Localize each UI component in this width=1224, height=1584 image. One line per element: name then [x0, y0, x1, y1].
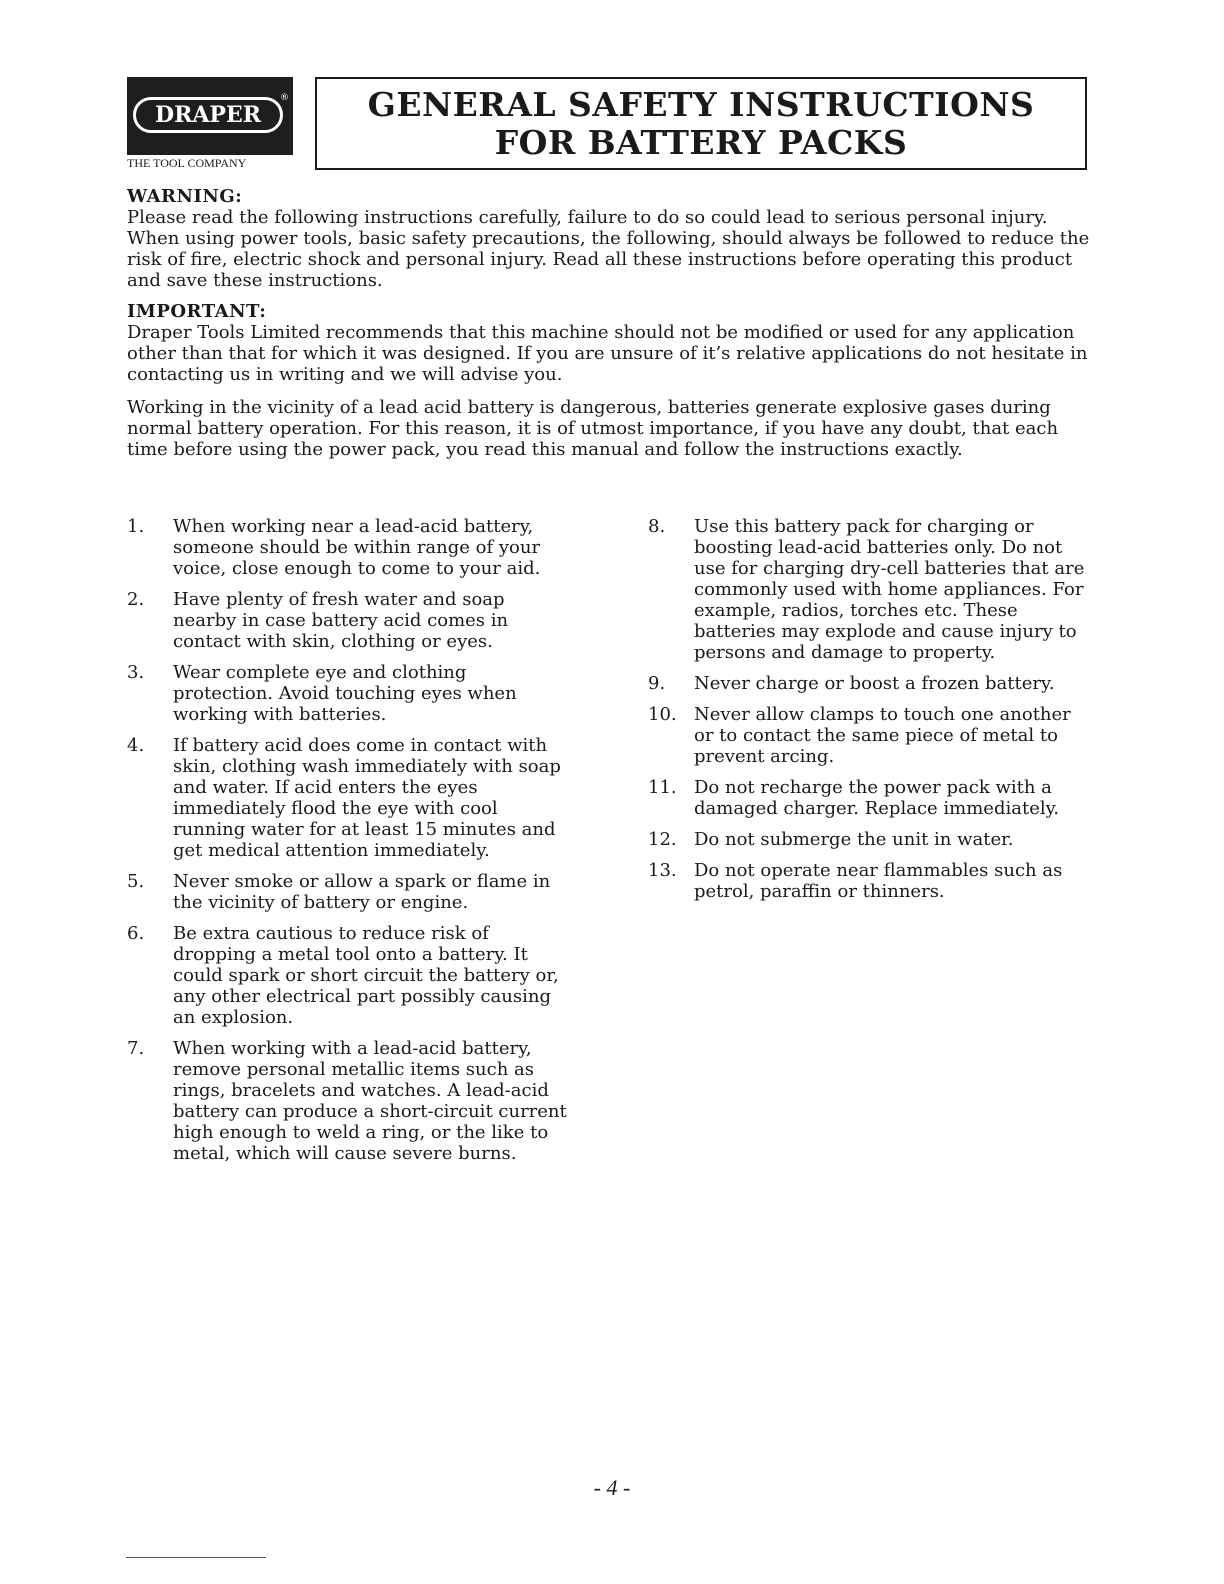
list-item-number: 1. [127, 516, 145, 537]
important-text: Draper Tools Limited recommends that this machine should not be modified or used for any application other than that for which it was designed. If you are unsure of it’s relative applications do not hesitate in contacting us in writing and we will advise you. [127, 322, 1088, 385]
page-title [315, 77, 1087, 170]
list-item [648, 704, 1093, 767]
list-item-number: 4. [127, 735, 145, 756]
list-item-number: 6. [127, 923, 145, 944]
list-item-number: 2. [127, 589, 145, 610]
list-item [127, 589, 572, 652]
safety-list-left [127, 516, 572, 1174]
list-item-text: If battery acid does come in contact with skin, clothing wash immediately with soap and water. If acid enters the eyes immediately flood the eye with cool running water for at least 15 minutes and get medical attention immediately. [173, 735, 561, 861]
important-heading: IMPORTANT: [127, 301, 267, 322]
list-item [127, 1038, 572, 1164]
page-number: - 4 - [593, 1475, 631, 1500]
list-item-text: Be extra cautious to reduce risk of dropping a metal tool onto a battery. It could spark or short circuit the battery or, any other electrical part possibly causing an explosion. [173, 923, 559, 1028]
list-item-text: Do not recharge the power pack with a damaged charger. Replace immediately. [694, 777, 1060, 819]
list-item-text: Have plenty of fresh water and soap nearby in case battery acid comes in contact with skin, clothing or eyes. [173, 589, 509, 652]
list-item [648, 829, 1093, 850]
list-item [127, 871, 572, 913]
list-item-number: 7. [127, 1038, 145, 1059]
warning-heading: WARNING: [127, 186, 243, 207]
list-item-number: 3. [127, 662, 145, 683]
list-item [127, 516, 572, 579]
list-item [127, 662, 572, 725]
draper-logo [127, 77, 293, 171]
list-item [648, 516, 1093, 663]
list-item [127, 923, 572, 1028]
list-item-number: 12. [648, 829, 677, 850]
list-item-text: Do not submerge the unit in water. [694, 829, 1014, 850]
list-item-number: 9. [648, 673, 666, 694]
list-item-text: When working with a lead-acid battery, remove personal metallic items such as rings, bracelets and watches. A lead-acid battery can produce a short-circuit current high enough to weld a ring, or the like to metal, which will cause severe burns. [173, 1038, 567, 1164]
logo-tagline: THE TOOL COMPANY [127, 156, 247, 170]
warning-section [127, 186, 1097, 291]
warning-text: Please read the following instructions carefully, failure to do so could lead to serious personal injury. When using power tools, basic safety precautions, the following, should always be followed to reduce the risk of fire, electric shock and personal injury. Read all these instructions before operating this product and save these instructions. [127, 207, 1090, 291]
list-item-text: Never allow clamps to touch one another or to contact the same piece of metal to prevent arcing. [694, 704, 1071, 767]
important-section [127, 301, 1097, 385]
intro-section [127, 397, 1097, 460]
intro-text: Working in the vicinity of a lead acid battery is dangerous, batteries generate explosive gases during normal battery operation. For this reason, it is of utmost importance, if you have any doubt, that each time before using the power pack, you read this manual and follow the instructions exactly. [127, 397, 1059, 460]
list-item-text: Wear complete eye and clothing protection. Avoid touching eyes when working with batteries. [173, 662, 517, 725]
registered-mark: ® [280, 93, 289, 103]
title-line-1: GENERAL SAFETY INSTRUCTIONS [367, 84, 1035, 124]
list-item [127, 735, 572, 861]
list-item-number: 5. [127, 871, 145, 892]
list-item-number: 8. [648, 516, 666, 537]
list-item-number: 10. [648, 704, 677, 725]
list-item-text: Never charge or boost a frozen battery. [694, 673, 1055, 694]
list-item-number: 11. [648, 777, 677, 798]
footer-rule [126, 1557, 266, 1558]
list-item [648, 777, 1093, 819]
logo-background [127, 77, 293, 155]
logo-oval [133, 97, 283, 133]
list-item-text: Do not operate near flammables such as petrol, paraffin or thinners. [694, 860, 1063, 902]
logo-brand: DRAPER [154, 102, 262, 128]
list-item [648, 860, 1093, 902]
title-line-2: FOR BATTERY PACKS [494, 122, 908, 162]
list-item-text: When working near a lead-acid battery, someone should be within range of your voice, close enough to come to your aid. [173, 516, 541, 579]
safety-list-right [648, 516, 1093, 912]
list-item [648, 673, 1093, 694]
list-item-text: Use this battery pack for charging or boosting lead-acid batteries only. Do not use for charging dry-cell batteries that are commonly used with home appliances. For example, radios, torches etc. These batteries may explode and cause injury to persons and damage to property. [694, 516, 1085, 663]
list-item-number: 13. [648, 860, 677, 881]
list-item-text: Never smoke or allow a spark or flame in the vicinity of battery or engine. [173, 871, 551, 913]
